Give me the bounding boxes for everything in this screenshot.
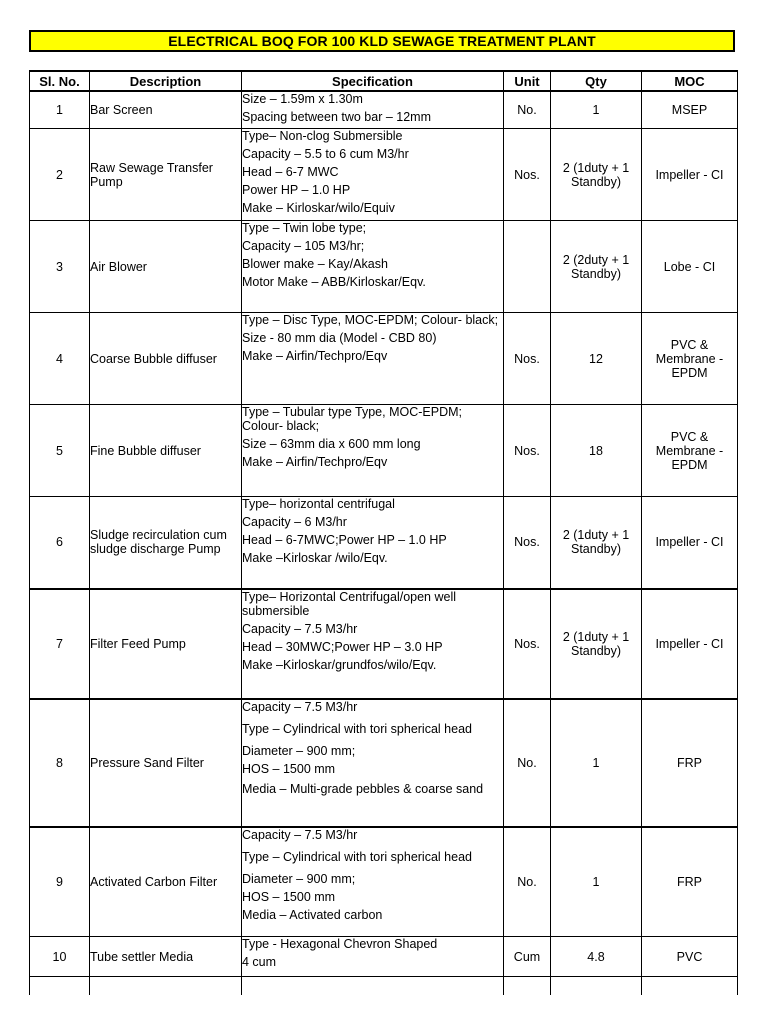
spec-line: Capacity – 5.5 to 6 cum M3/hr bbox=[242, 147, 409, 161]
spec-line: Head – 6-7MWC;Power HP – 1.0 HP bbox=[242, 533, 447, 547]
unit-cell: Cum bbox=[504, 937, 551, 977]
header-sl-no: Sl. No. bbox=[30, 71, 90, 91]
moc-cell: Impeller - CI bbox=[642, 497, 738, 589]
sl-no-cell: 3 bbox=[30, 221, 90, 313]
sl-no-cell: 2 bbox=[30, 129, 90, 221]
header-description: Description bbox=[90, 71, 242, 91]
moc-cell: FRP bbox=[642, 827, 738, 937]
spec-line: Size – 1.59m x 1.30m bbox=[242, 92, 363, 106]
specification-cell bbox=[242, 313, 504, 405]
spec-line: Make – Airfin/Techpro/Eqv bbox=[242, 455, 388, 469]
description-cell: Raw Sewage Transfer Pump bbox=[90, 129, 242, 221]
spec-line: HOS – 1500 mm bbox=[242, 761, 336, 776]
table-row bbox=[30, 937, 738, 977]
specification-cell bbox=[242, 221, 504, 313]
qty-cell: 2 (1duty + 1 Standby) bbox=[551, 129, 642, 221]
spec-line: Type – Tubular type Type, MOC-EPDM; Colour- black; bbox=[242, 405, 462, 433]
spec-line: Type – Twin lobe type; bbox=[242, 221, 367, 235]
spec-line: Size – 63mm dia x 600 mm long bbox=[242, 437, 421, 451]
qty-cell: 1 bbox=[551, 699, 642, 827]
unit-cell bbox=[504, 221, 551, 313]
document-title: ELECTRICAL BOQ FOR 100 KLD SEWAGE TREATMENT PLANT bbox=[29, 30, 735, 52]
spec-line: Blower make – Kay/Akash bbox=[242, 257, 388, 271]
description-cell: Pressure Sand Filter bbox=[90, 699, 242, 827]
spec-line: Capacity – 105 M3/hr; bbox=[242, 239, 365, 253]
description-cell: Bar Screen bbox=[90, 91, 242, 129]
sl-no-cell: 8 bbox=[30, 699, 90, 827]
blank-cell bbox=[90, 977, 242, 996]
table-row bbox=[30, 699, 738, 827]
description-cell: Filter Feed Pump bbox=[90, 589, 242, 699]
spec-line: Type – Cylindrical with tori spherical head bbox=[242, 721, 472, 736]
blank-cell bbox=[551, 977, 642, 996]
blank-cell bbox=[30, 977, 90, 996]
spec-line: Media – Multi-grade pebbles & coarse sand bbox=[242, 781, 484, 796]
table-header-row bbox=[30, 71, 738, 91]
spec-line: 4 cum bbox=[242, 955, 277, 969]
spec-line: Type– Horizontal Centrifugal/open well submersible bbox=[242, 589, 457, 618]
boq-table bbox=[29, 70, 738, 995]
sl-no-cell: 10 bbox=[30, 937, 90, 977]
spec-line: Power HP – 1.0 HP bbox=[242, 183, 351, 197]
spec-line: HOS – 1500 mm bbox=[242, 889, 336, 904]
table-row bbox=[30, 313, 738, 405]
sl-no-cell: 6 bbox=[30, 497, 90, 589]
specification-cell bbox=[242, 589, 504, 699]
spec-line: Diameter – 900 mm; bbox=[242, 871, 356, 886]
specification-cell bbox=[242, 497, 504, 589]
spec-line: Motor Make – ABB/Kirloskar/Eqv. bbox=[242, 275, 426, 289]
description-cell: Tube settler Media bbox=[90, 937, 242, 977]
description-cell: Activated Carbon Filter bbox=[90, 827, 242, 937]
unit-cell: Nos. bbox=[504, 589, 551, 699]
spec-line: Spacing between two bar – 12mm bbox=[242, 110, 431, 124]
specification-cell bbox=[242, 827, 504, 937]
qty-cell: 2 (1duty + 1 Standby) bbox=[551, 497, 642, 589]
spec-line: Type – Cylindrical with tori spherical head bbox=[242, 849, 472, 864]
description-cell: Fine Bubble diffuser bbox=[90, 405, 242, 497]
spec-line: Media – Activated carbon bbox=[242, 907, 383, 922]
sl-no-cell: 5 bbox=[30, 405, 90, 497]
qty-cell: 1 bbox=[551, 91, 642, 129]
unit-cell: No. bbox=[504, 91, 551, 129]
unit-cell: Nos. bbox=[504, 497, 551, 589]
header-specification: Specification bbox=[242, 71, 504, 91]
moc-cell: Impeller - CI bbox=[642, 129, 738, 221]
description-cell: Air Blower bbox=[90, 221, 242, 313]
specification-cell bbox=[242, 91, 504, 129]
description-cell: Sludge recirculation cum sludge discharge Pump bbox=[90, 497, 242, 589]
spec-line: Head – 30MWC;Power HP – 3.0 HP bbox=[242, 639, 443, 654]
specification-cell bbox=[242, 405, 504, 497]
sl-no-cell: 4 bbox=[30, 313, 90, 405]
spec-line: Capacity – 7.5 M3/hr bbox=[242, 699, 358, 714]
description-cell: Coarse Bubble diffuser bbox=[90, 313, 242, 405]
blank-cell bbox=[504, 977, 551, 996]
specification-cell bbox=[242, 129, 504, 221]
spec-line: Make –Kirloskar/grundfos/wilo/Eqv. bbox=[242, 657, 437, 672]
unit-cell: Nos. bbox=[504, 313, 551, 405]
qty-cell: 12 bbox=[551, 313, 642, 405]
spec-line: Type– horizontal centrifugal bbox=[242, 497, 395, 511]
specification-cell bbox=[242, 937, 504, 977]
table-row bbox=[30, 497, 738, 589]
header-qty: Qty bbox=[551, 71, 642, 91]
moc-cell: MSEP bbox=[642, 91, 738, 129]
table-row bbox=[30, 405, 738, 497]
spec-line: Type– Non-clog Submersible bbox=[242, 129, 403, 143]
moc-cell: Impeller - CI bbox=[642, 589, 738, 699]
moc-cell: PVC bbox=[642, 937, 738, 977]
table-row bbox=[30, 589, 738, 699]
spec-line: Capacity – 7.5 M3/hr bbox=[242, 621, 358, 636]
qty-cell: 2 (2duty + 1 Standby) bbox=[551, 221, 642, 313]
spec-line: Head – 6-7 MWC bbox=[242, 165, 339, 179]
sl-no-cell: 7 bbox=[30, 589, 90, 699]
unit-cell: Nos. bbox=[504, 405, 551, 497]
table-row bbox=[30, 221, 738, 313]
spec-line: Type – Disc Type, MOC-EPDM; Colour- black; bbox=[242, 313, 499, 327]
spec-line: Capacity – 7.5 M3/hr bbox=[242, 827, 358, 842]
moc-cell: PVC & Membrane - EPDM bbox=[642, 313, 738, 405]
blank-cell bbox=[242, 977, 504, 996]
spec-line: Capacity – 6 M3/hr bbox=[242, 515, 347, 529]
qty-cell: 2 (1duty + 1 Standby) bbox=[551, 589, 642, 699]
table-row bbox=[30, 129, 738, 221]
header-unit: Unit bbox=[504, 71, 551, 91]
moc-cell: Lobe - CI bbox=[642, 221, 738, 313]
specification-cell bbox=[242, 699, 504, 827]
spec-line: Diameter – 900 mm; bbox=[242, 743, 356, 758]
sl-no-cell: 1 bbox=[30, 91, 90, 129]
moc-cell: PVC & Membrane - EPDM bbox=[642, 405, 738, 497]
blank-cell bbox=[642, 977, 738, 996]
blank-row bbox=[30, 977, 738, 996]
spec-line: Make –Kirloskar /wilo/Eqv. bbox=[242, 551, 388, 565]
table-row bbox=[30, 827, 738, 937]
spec-line: Make – Kirloskar/wilo/Equiv bbox=[242, 201, 395, 215]
spec-line: Size - 80 mm dia (Model - CBD 80) bbox=[242, 331, 437, 345]
table-body bbox=[30, 91, 738, 995]
unit-cell: No. bbox=[504, 827, 551, 937]
spec-line: Make – Airfin/Techpro/Eqv bbox=[242, 349, 388, 363]
spec-line: Type - Hexagonal Chevron Shaped bbox=[242, 937, 438, 951]
qty-cell: 18 bbox=[551, 405, 642, 497]
table-row bbox=[30, 91, 738, 129]
header-moc: MOC bbox=[642, 71, 738, 91]
qty-cell: 1 bbox=[551, 827, 642, 937]
sl-no-cell: 9 bbox=[30, 827, 90, 937]
unit-cell: No. bbox=[504, 699, 551, 827]
qty-cell: 4.8 bbox=[551, 937, 642, 977]
moc-cell: FRP bbox=[642, 699, 738, 827]
unit-cell: Nos. bbox=[504, 129, 551, 221]
